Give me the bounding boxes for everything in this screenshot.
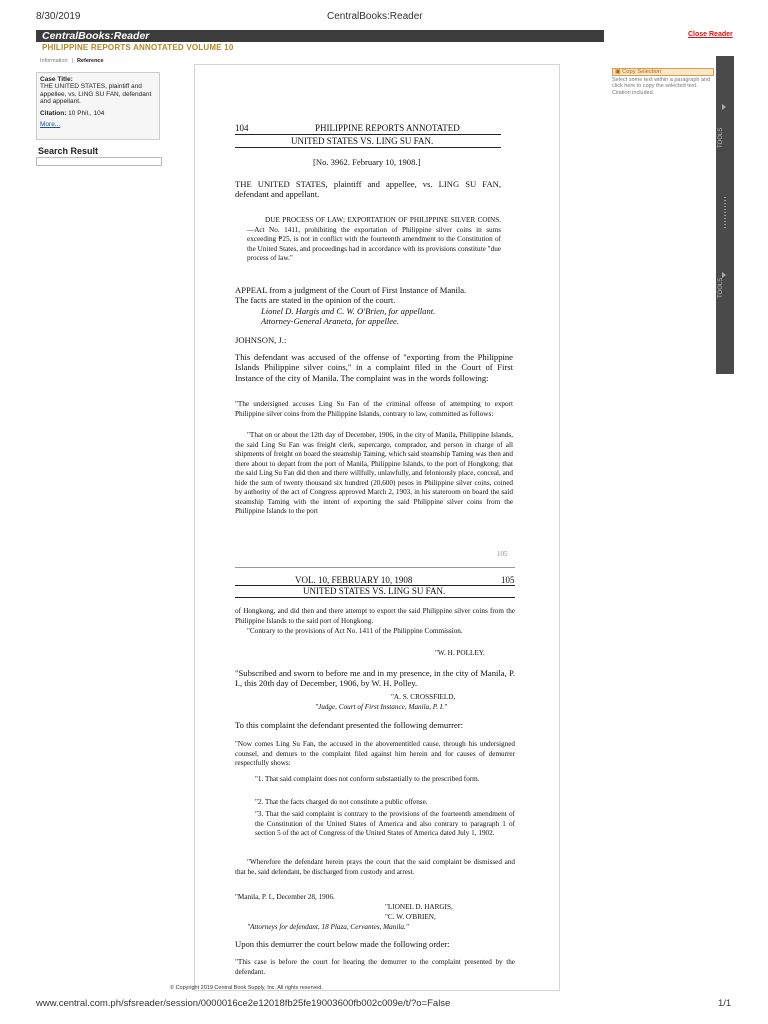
signature-hargis: "LIONEL D. HARGIS, <box>385 903 453 911</box>
demurrer-intro: To this complaint the defendant presented the following demurrer: <box>235 720 464 730</box>
order-body: "This case is before the court for hearing the demurrer to the complaint presented by the defendant. <box>235 958 515 976</box>
print-url: www.central.com.ph/sfsreader/session/0000016ce2e12018fb25fe19003600fb002c009e/t/?o=False <box>36 998 451 1009</box>
demurrer-body: "Now comes Ling Su Fan, the accused in the abovementitled cause, through his undersigned counsel, and demurs to the complaint filed against him herein and for causes of demurrer respectfully shows: <box>235 740 515 767</box>
appeal-line: APPEAL from a judgment of the Court of First Instance of Manila. <box>235 285 467 295</box>
print-page: 1/1 <box>718 998 732 1009</box>
counsel-appellant: Lionel D. Hargis and C. W. O'Brien, for appellant. <box>261 306 436 316</box>
copy-selection-label: Copy Selection <box>622 69 662 75</box>
opinion-intro: This defendant was accused of the offense of "exporting from the Philippine Islands Philippine silver coins," in a complaint filed in the Court of First Instance of the city of Manila. The complaint was in the words following: <box>235 352 513 383</box>
citation-value: 10 Phil., 104 <box>68 109 105 117</box>
contrary-clause: "Contrary to the provisions of Act No. 1411 of the Philippine Commission. <box>247 627 463 635</box>
attorneys-line: "Attorneys for defendant, 18 Plaza, Cervantes, Manila." <box>247 923 409 931</box>
case-title-label: Case Title: <box>40 76 73 83</box>
document-viewer[interactable] <box>194 64 560 991</box>
copyright: © Copyright 2019 Central Book Supply, Inc. All rights reserved. <box>170 985 323 991</box>
signature-obrien: "C. W. O'BRIEN, <box>385 913 436 921</box>
header-rule <box>235 134 501 135</box>
tab-separator: | <box>71 58 73 64</box>
demurrer-item-3: "3. That the said complaint is contrary to the provisions of the fourteenth amendment of the Constitution of the United States of America and also contrary to paragraph 1 of section 5 of the act of Congress of the United States of America dated July 1, 1902. <box>255 810 515 837</box>
citation-label: Citation: <box>40 109 67 117</box>
page-footer-number: 105 <box>497 550 508 558</box>
counsel-appellee: Attorney-General Araneta, for appellee. <box>261 316 400 326</box>
tools-label-bottom: TOOLS <box>718 277 724 298</box>
search-result-field[interactable] <box>36 157 162 166</box>
header-rule <box>235 147 501 148</box>
order-intro: Upon this demurrer the court below made the following order: <box>235 939 450 949</box>
signature-polley: "W. H. POLLEY. <box>435 649 485 657</box>
page-number-105: 105 <box>501 575 515 585</box>
running-title-105: VOL. 10, FEBRUARY 10, 1908 <box>295 575 413 585</box>
signature-crossfield: "A. S. CROSSFIELD, <box>391 693 456 701</box>
copy-icon: ▣ <box>615 69 621 75</box>
header-rule <box>235 597 515 598</box>
close-reader-link[interactable]: Close Reader <box>688 31 733 38</box>
continuation: of Hongkong, and did then and there attempt to export the said Philippine silver coins from the Philippine Islands to the said port of Hongkong. <box>235 607 515 625</box>
print-date: 8/30/2019 <box>36 11 81 22</box>
parties: THE UNITED STATES, plaintiff and appellee, vs. LING SU FAN, defendant and appellant. <box>235 179 501 200</box>
syllabus: DUE PROCESS OF LAW; EXPORTATION OF PHILIPPINE SILVER COINS.—Act No. 1411, prohibiting the exportation of Philippine silver coins in sums exceeding ₱25, is not in conflict with the fourteenth amendment to the Constitution of the United States, and proceedings had in accordance with its provisions constitute "due process of law." <box>247 216 501 262</box>
drag-handle-icon[interactable] <box>723 196 727 230</box>
app-brand: CentralBooks:Reader <box>42 30 150 42</box>
case-info-box <box>36 72 160 140</box>
sidebar-tabs <box>40 58 104 64</box>
complaint-intro: "The undersigned accuses Ling Su Fan of the criminal offense of attempting to export Philippine silver coins from the Philippine Islands, contrary to law, committed as follows: <box>235 400 513 418</box>
wherefore: "Wherefore the defendant herein prays the court that the said complaint be dismissed and that he, said defendant, be discharged from custody and arrest. <box>235 858 515 876</box>
page-number-104: 104 <box>235 123 249 133</box>
case-header-105: UNITED STATES VS. LING SU FAN. <box>303 586 446 596</box>
more-link[interactable]: More... <box>40 121 61 129</box>
citation-row <box>40 110 156 117</box>
search-result-heading: Search Result <box>38 146 99 156</box>
copy-selection-button[interactable] <box>612 68 714 76</box>
running-title: PHILIPPINE REPORTS ANNOTATED <box>315 123 460 133</box>
facts-line: The facts are stated in the opinion of the court. <box>235 295 396 305</box>
complaint-body: "That on or about the 12th day of December, 1906, in the city of Manila, Philippine Islands, the said Ling Su Fan was freight clerk, supercargo, comprador, and person in charge of all shipments of freight on board the steamship Taming, which said steamship Taming was then and there about to depart from the port of Manila, Philippine Islands, to the port of Hongkong; that the said Ling Su Fan did then and there willfully, unlawfully, and feloniously place, conceal, and hide the sum of twenty thousand six hundred (20,600) pesos in Philippine silver coins, coined by authority of the act of Congress approved March 2, 1903, in his stateroom on board the said steamship Taming with the intent of exporting the said Philippine silver coins from the Philippine Islands to the port <box>235 431 513 515</box>
tools-label-top: TOOLS <box>718 127 724 148</box>
copy-hint: Select some text within a paragraph and click here to copy the selected text. Citation included. <box>612 77 711 96</box>
print-title: CentralBooks:Reader <box>327 11 423 22</box>
dated-line: "Manila, P. I., December 28, 1906. <box>235 893 335 901</box>
demurrer-item-1: "1. That said complaint does not conform substantially to the prescribed form. <box>255 775 480 783</box>
tab-reference[interactable]: Reference <box>76 58 104 64</box>
volume-title: PHILIPPINE REPORTS ANNOTATED VOLUME 10 <box>42 43 234 52</box>
judge: JOHNSON, J.: <box>235 335 287 345</box>
judge-title: "Judge, Court of First Instance, Manila, P. I." <box>315 703 448 711</box>
tools-sidebar[interactable] <box>716 56 734 374</box>
tab-information[interactable]: Information <box>40 58 68 64</box>
case-title-value: THE UNITED STATES, plaintiff and appellee, vs. LING SU FAN, defendant and appellant. <box>40 83 152 106</box>
docket: [No. 3962. February 10, 1908.] <box>313 157 421 167</box>
expand-arrow-icon[interactable] <box>722 104 726 110</box>
demurrer-item-2: "2. That the facts charged do not constitute a public offense. <box>255 798 428 806</box>
copy-panel <box>612 68 716 96</box>
page-divider <box>235 567 515 568</box>
subscribed: "Subscribed and sworn to before me and in my presence, in the city of Manila, P. I., this 20th day of December, 1906, by W. H. Polley. <box>235 668 515 689</box>
case-header: UNITED STATES VS. LING SU FAN. <box>291 136 434 146</box>
